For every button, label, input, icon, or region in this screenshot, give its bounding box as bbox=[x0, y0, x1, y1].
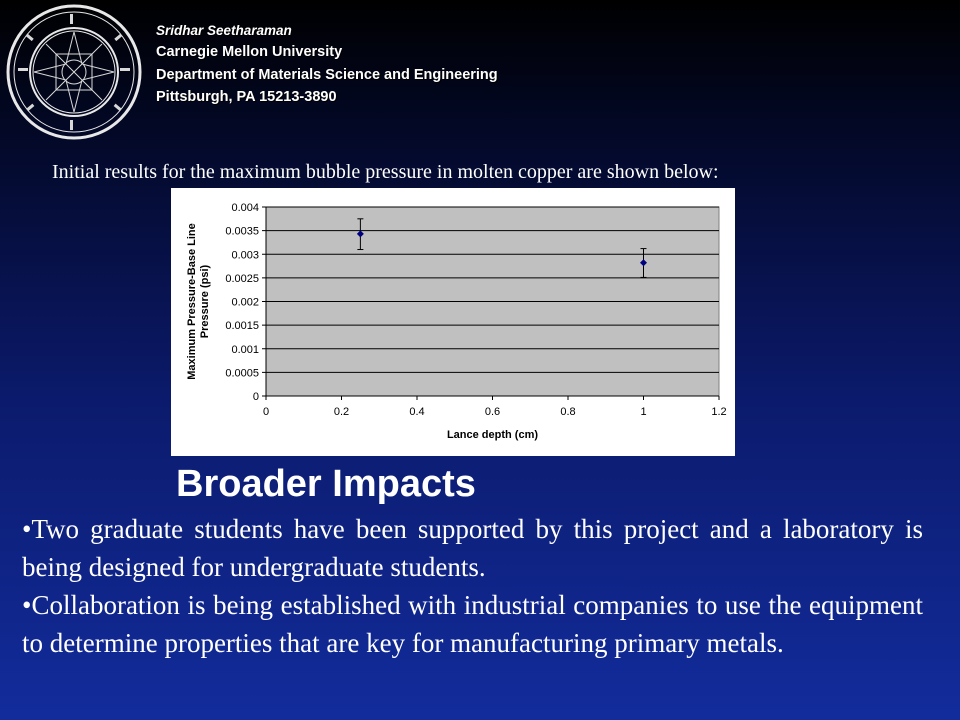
y-tick-label: 0.003 bbox=[231, 249, 259, 262]
y-tick-label: 0.0025 bbox=[225, 272, 259, 285]
chart-panel bbox=[171, 188, 735, 456]
y-tick-label: 0.0005 bbox=[225, 367, 259, 380]
y-axis-label: Pressure (psi) bbox=[199, 264, 211, 339]
y-tick-label: 0.0015 bbox=[225, 320, 259, 333]
x-tick-label: 1 bbox=[640, 406, 647, 418]
intro-paragraph: Initial results for the maximum bubble pressure in molten copper are shown below: bbox=[52, 161, 719, 183]
y-tick-label: 0.004 bbox=[231, 202, 259, 214]
address: Pittsburgh, PA 15213-3890 bbox=[156, 89, 337, 105]
x-axis-label: Lance depth (cm) bbox=[446, 429, 539, 441]
x-tick-label: 0.6 bbox=[484, 406, 501, 418]
y-tick-label: 0.001 bbox=[231, 343, 259, 356]
university-name: Carnegie Mellon University bbox=[156, 44, 343, 60]
y-tick-label: 0 bbox=[252, 391, 259, 403]
bullet-list bbox=[22, 510, 923, 662]
department-name: Department of Materials Science and Engineering bbox=[156, 67, 498, 83]
section-heading: Broader Impacts bbox=[176, 463, 476, 505]
university-seal-icon bbox=[4, 2, 144, 142]
x-tick-label: 0.4 bbox=[409, 406, 425, 418]
x-tick-label: 0.2 bbox=[333, 406, 350, 418]
y-tick-label: 0.0035 bbox=[225, 225, 259, 238]
y-tick-label: 0.002 bbox=[231, 296, 259, 309]
x-tick-label: 0 bbox=[262, 406, 270, 418]
y-axis-label: Maximum Pressure-Base Line bbox=[186, 223, 198, 380]
bullet-item: •Collaboration is being established with industrial companies to use the equipment to determine properties that are key for manufacturing primary metals. bbox=[22, 590, 923, 658]
author-name: Sridhar Seetharaman bbox=[156, 23, 292, 38]
x-tick-label: 0.8 bbox=[560, 406, 576, 418]
scatter-chart bbox=[171, 188, 735, 456]
bullet-item: •Two graduate students have been supported by this project and a laboratory is being designed for undergraduate students. bbox=[22, 514, 923, 582]
x-tick-label: 1.2 bbox=[711, 406, 727, 418]
